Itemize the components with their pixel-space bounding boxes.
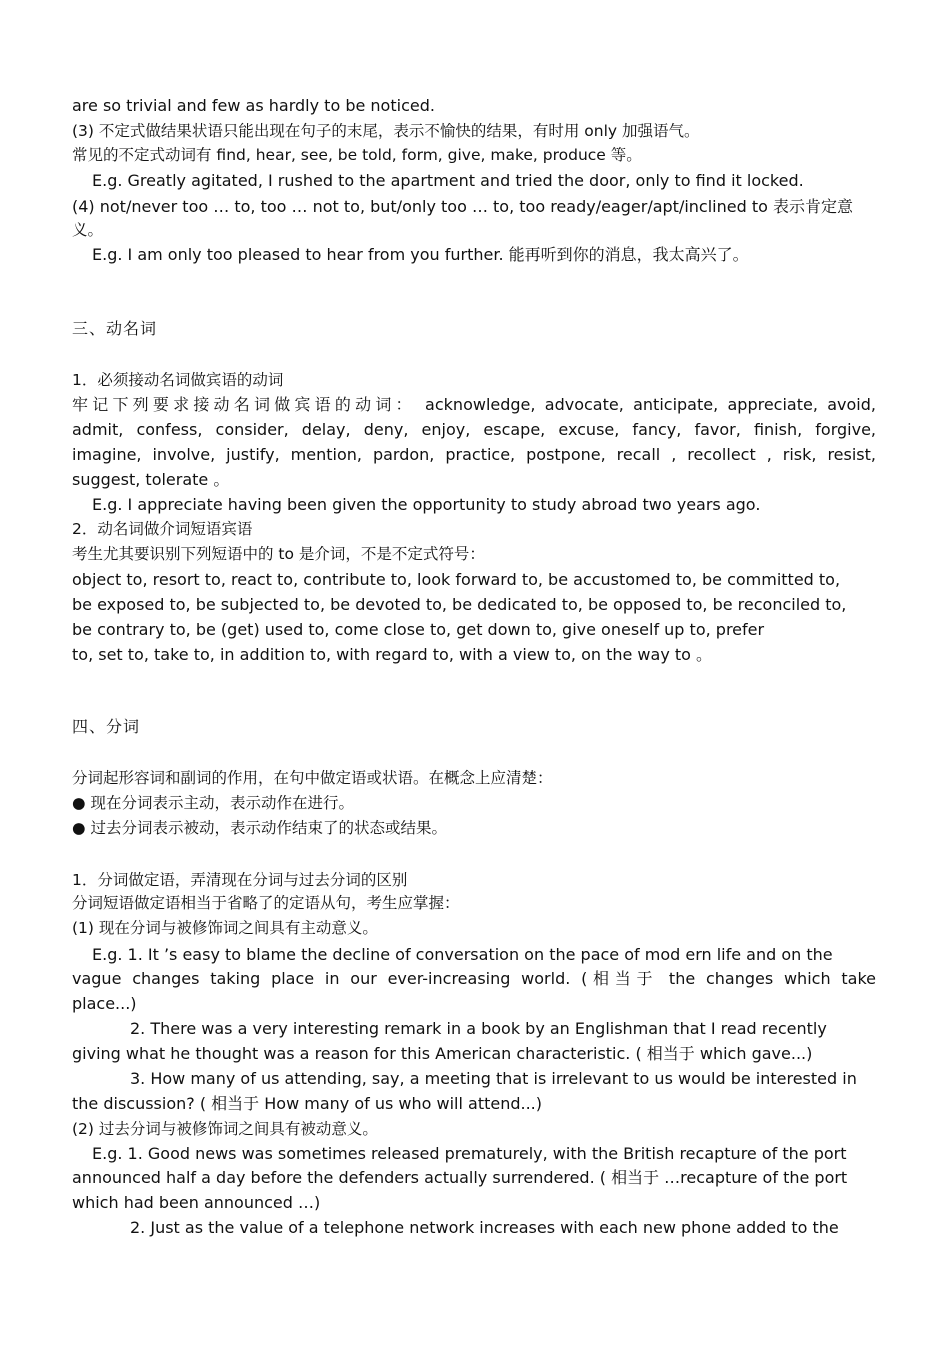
- text-line: 牢记下列要求接动名词做宾语的动词： acknowledge, advocate, anticipate, appreciate, avoid,: [72, 395, 876, 414]
- bullet-item: ● 过去分词表示被动，表示动作结束了的状态或结果。: [72, 819, 447, 837]
- text-line: giving what he thought was a reason for this American characteristic. ( 相当于 which gave...): [72, 1044, 813, 1063]
- text-line: 分词短语做定语相当于省略了的定语从句，考生应掌握：: [72, 894, 460, 912]
- text-line: the discussion? ( 相当于 How many of us who will attend...): [72, 1094, 543, 1113]
- example-line: E.g. 1. It ’s easy to blame the decline of conversation on the pace of mod ern life and on the: [92, 945, 833, 964]
- text-line: are so trivial and few as hardly to be noticed.: [72, 96, 435, 115]
- example-line: 2. Just as the value of a telephone network increases with each new phone added to the: [130, 1218, 839, 1237]
- example-line: E.g. 1. Good news was sometimes released prematurely, with the British recapture of the port: [92, 1144, 847, 1163]
- text-line: object to, resort to, react to, contribute to, look forward to, be accustomed to, be committed to,: [72, 570, 841, 589]
- subsection-heading: 1．必须接动名词做宾语的动词: [72, 371, 284, 389]
- example-line: E.g. Greatly agitated, I rushed to the apartment and tried the door, only to find it locked.: [92, 171, 804, 190]
- text-line: (3) 不定式做结果状语只能出现在句子的末尾，表示不愉快的结果，有时用 only 加强语气。: [72, 122, 700, 140]
- section-heading: 三、动名词: [72, 319, 158, 338]
- text-line: (1) 现在分词与被修饰词之间具有主动意义。: [72, 919, 378, 937]
- text-line: (2) 过去分词与被修饰词之间具有被动意义。: [72, 1120, 378, 1138]
- text-line: imagine, involve, justify, mention, pardon, practice, postpone, recall , recollect , risk, resist,: [72, 445, 876, 464]
- subsection-heading: 1．分词做定语，弄清现在分词与过去分词的区别: [72, 871, 408, 889]
- example-line: E.g. I appreciate having been given the opportunity to study abroad two years ago.: [92, 495, 761, 514]
- text-line: to, set to, take to, in addition to, with regard to, with a view to, on the way to 。: [72, 645, 713, 664]
- example-line: 2. There was a very interesting remark in a book by an Englishman that I read recently: [130, 1019, 827, 1038]
- text-line: vague changes taking place in our ever-increasing world. (相当于 the changes which take: [72, 969, 876, 988]
- text-line: (4) not/never too … to, too … not to, but/only too … to, too ready/eager/apt/inclined to 表示肯定意: [72, 197, 853, 216]
- text-line: 常见的不定式动词有 find, hear, see, be told, form, give, make, produce 等。: [72, 146, 642, 164]
- text-line: 分词起形容词和副词的作用，在句中做定语或状语。在概念上应清楚：: [72, 769, 553, 787]
- example-line: 3. How many of us attending, say, a meeting that is irrelevant to us would be interested in: [130, 1069, 857, 1088]
- example-line: E.g. I am only too pleased to hear from you further. 能再听到你的消息，我太高兴了。: [92, 245, 749, 264]
- text-line: which had been announced …): [72, 1193, 321, 1212]
- text-line: place...): [72, 994, 137, 1013]
- subsection-heading: 2．动名词做介词短语宾语: [72, 520, 253, 538]
- text-line: announced half a day before the defenders actually surrendered. ( 相当于 …recapture of the port: [72, 1168, 848, 1187]
- section-heading: 四、分词: [72, 717, 141, 736]
- text-line: 义。: [72, 221, 104, 239]
- text-line: be exposed to, be subjected to, be devoted to, be dedicated to, be opposed to, be reconciled to,: [72, 595, 847, 614]
- text-line: admit, confess, consider, delay, deny, enjoy, escape, excuse, fancy, favor, finish, forgive,: [72, 420, 876, 439]
- text-line: be contrary to, be (get) used to, come close to, get down to, give oneself up to, prefer: [72, 620, 765, 639]
- text-line: 考生尤其要识别下列短语中的 to 是介词，不是不定式符号：: [72, 545, 485, 563]
- text-line: suggest, tolerate 。: [72, 470, 230, 489]
- bullet-item: ● 现在分词表示主动，表示动作在进行。: [72, 794, 354, 812]
